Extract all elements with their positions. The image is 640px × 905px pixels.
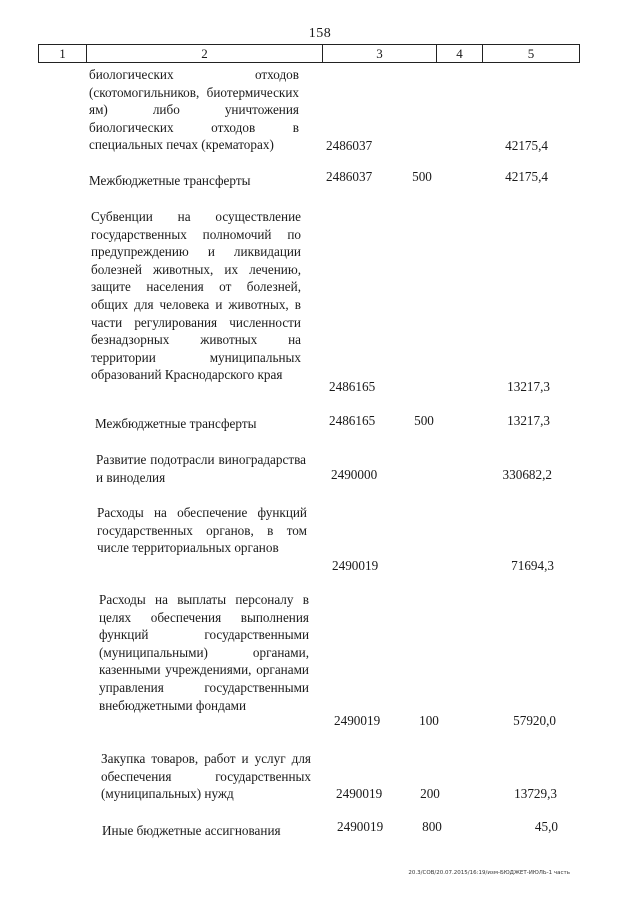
row-description: Закупка товаров, работ и услуг для обеспечения государственных (муниципальных) нужд	[101, 751, 311, 802]
row-code: 2486165	[329, 379, 376, 394]
row-description: Межбюджетные трансферты	[89, 173, 251, 188]
row-amount: 13217,3	[507, 413, 550, 428]
footer-stamp: 20.3/СОВ/20.07.2015/16:19/изм-БЮДЖЕТ-ИЮЛЬ-1 часть	[408, 870, 570, 876]
row-type: 100	[419, 713, 439, 728]
row-code: 2486037	[326, 138, 373, 153]
row-description: Расходы на обеспечение функций государственных органов, в том числе территориальных органов	[97, 505, 307, 556]
row-amount: 13217,3	[507, 379, 550, 394]
row-type: 500	[414, 413, 434, 428]
row-code: 2490019	[334, 713, 381, 728]
row-code: 2486037	[326, 169, 373, 184]
row-amount: 13729,3	[514, 786, 557, 801]
row-code: 2490019	[336, 786, 383, 801]
page-number: 158	[308, 26, 332, 41]
row-code: 2490019	[337, 819, 384, 834]
row-type: 500	[412, 169, 432, 184]
row-description: Развитие подотрасли виноградарства и виноделия	[96, 452, 306, 485]
table-header	[38, 44, 580, 63]
row-code: 2490019	[332, 558, 379, 573]
row-amount: 71694,3	[511, 558, 554, 573]
row-amount: 330682,2	[502, 467, 552, 482]
row-amount: 42175,4	[505, 169, 548, 184]
header-col-4: 4	[437, 45, 483, 62]
row-type: 800	[422, 819, 442, 834]
row-type: 200	[420, 786, 440, 801]
row-amount: 42175,4	[505, 138, 548, 153]
row-amount: 45,0	[534, 819, 558, 834]
row-description: Иные бюджетные ассигнования	[102, 823, 281, 838]
row-description: Расходы на выплаты персоналу в целях обеспечения выполнения функций государственными (муниципальными) органами, казенными учреждениями, органами управления государственными внебюджетными фондами	[99, 592, 309, 713]
row-description: Межбюджетные трансферты	[95, 416, 257, 431]
header-col-5: 5	[527, 46, 535, 61]
header-col-3: 3	[323, 45, 437, 62]
row-code: 2490000	[331, 467, 378, 482]
row-description: Субвенции на осуществление государственных полномочий по предупреждению и ликвидации болезней животных, их лечению, защите населения от болезней, общих для человека и животных, в части регулирования численности безнадзорных животных на территории муниципальных образований Краснодарского края	[91, 209, 301, 383]
row-code: 2486165	[329, 413, 376, 428]
row-description: биологических отходов (скотомогильников, биотермических ям) либо уничтожения биологических отходов в специальных печах (крематорах)	[89, 67, 299, 153]
header-col-2: 2	[87, 45, 323, 62]
row-amount: 57920,0	[513, 713, 556, 728]
header-col-1: 1	[39, 45, 87, 62]
